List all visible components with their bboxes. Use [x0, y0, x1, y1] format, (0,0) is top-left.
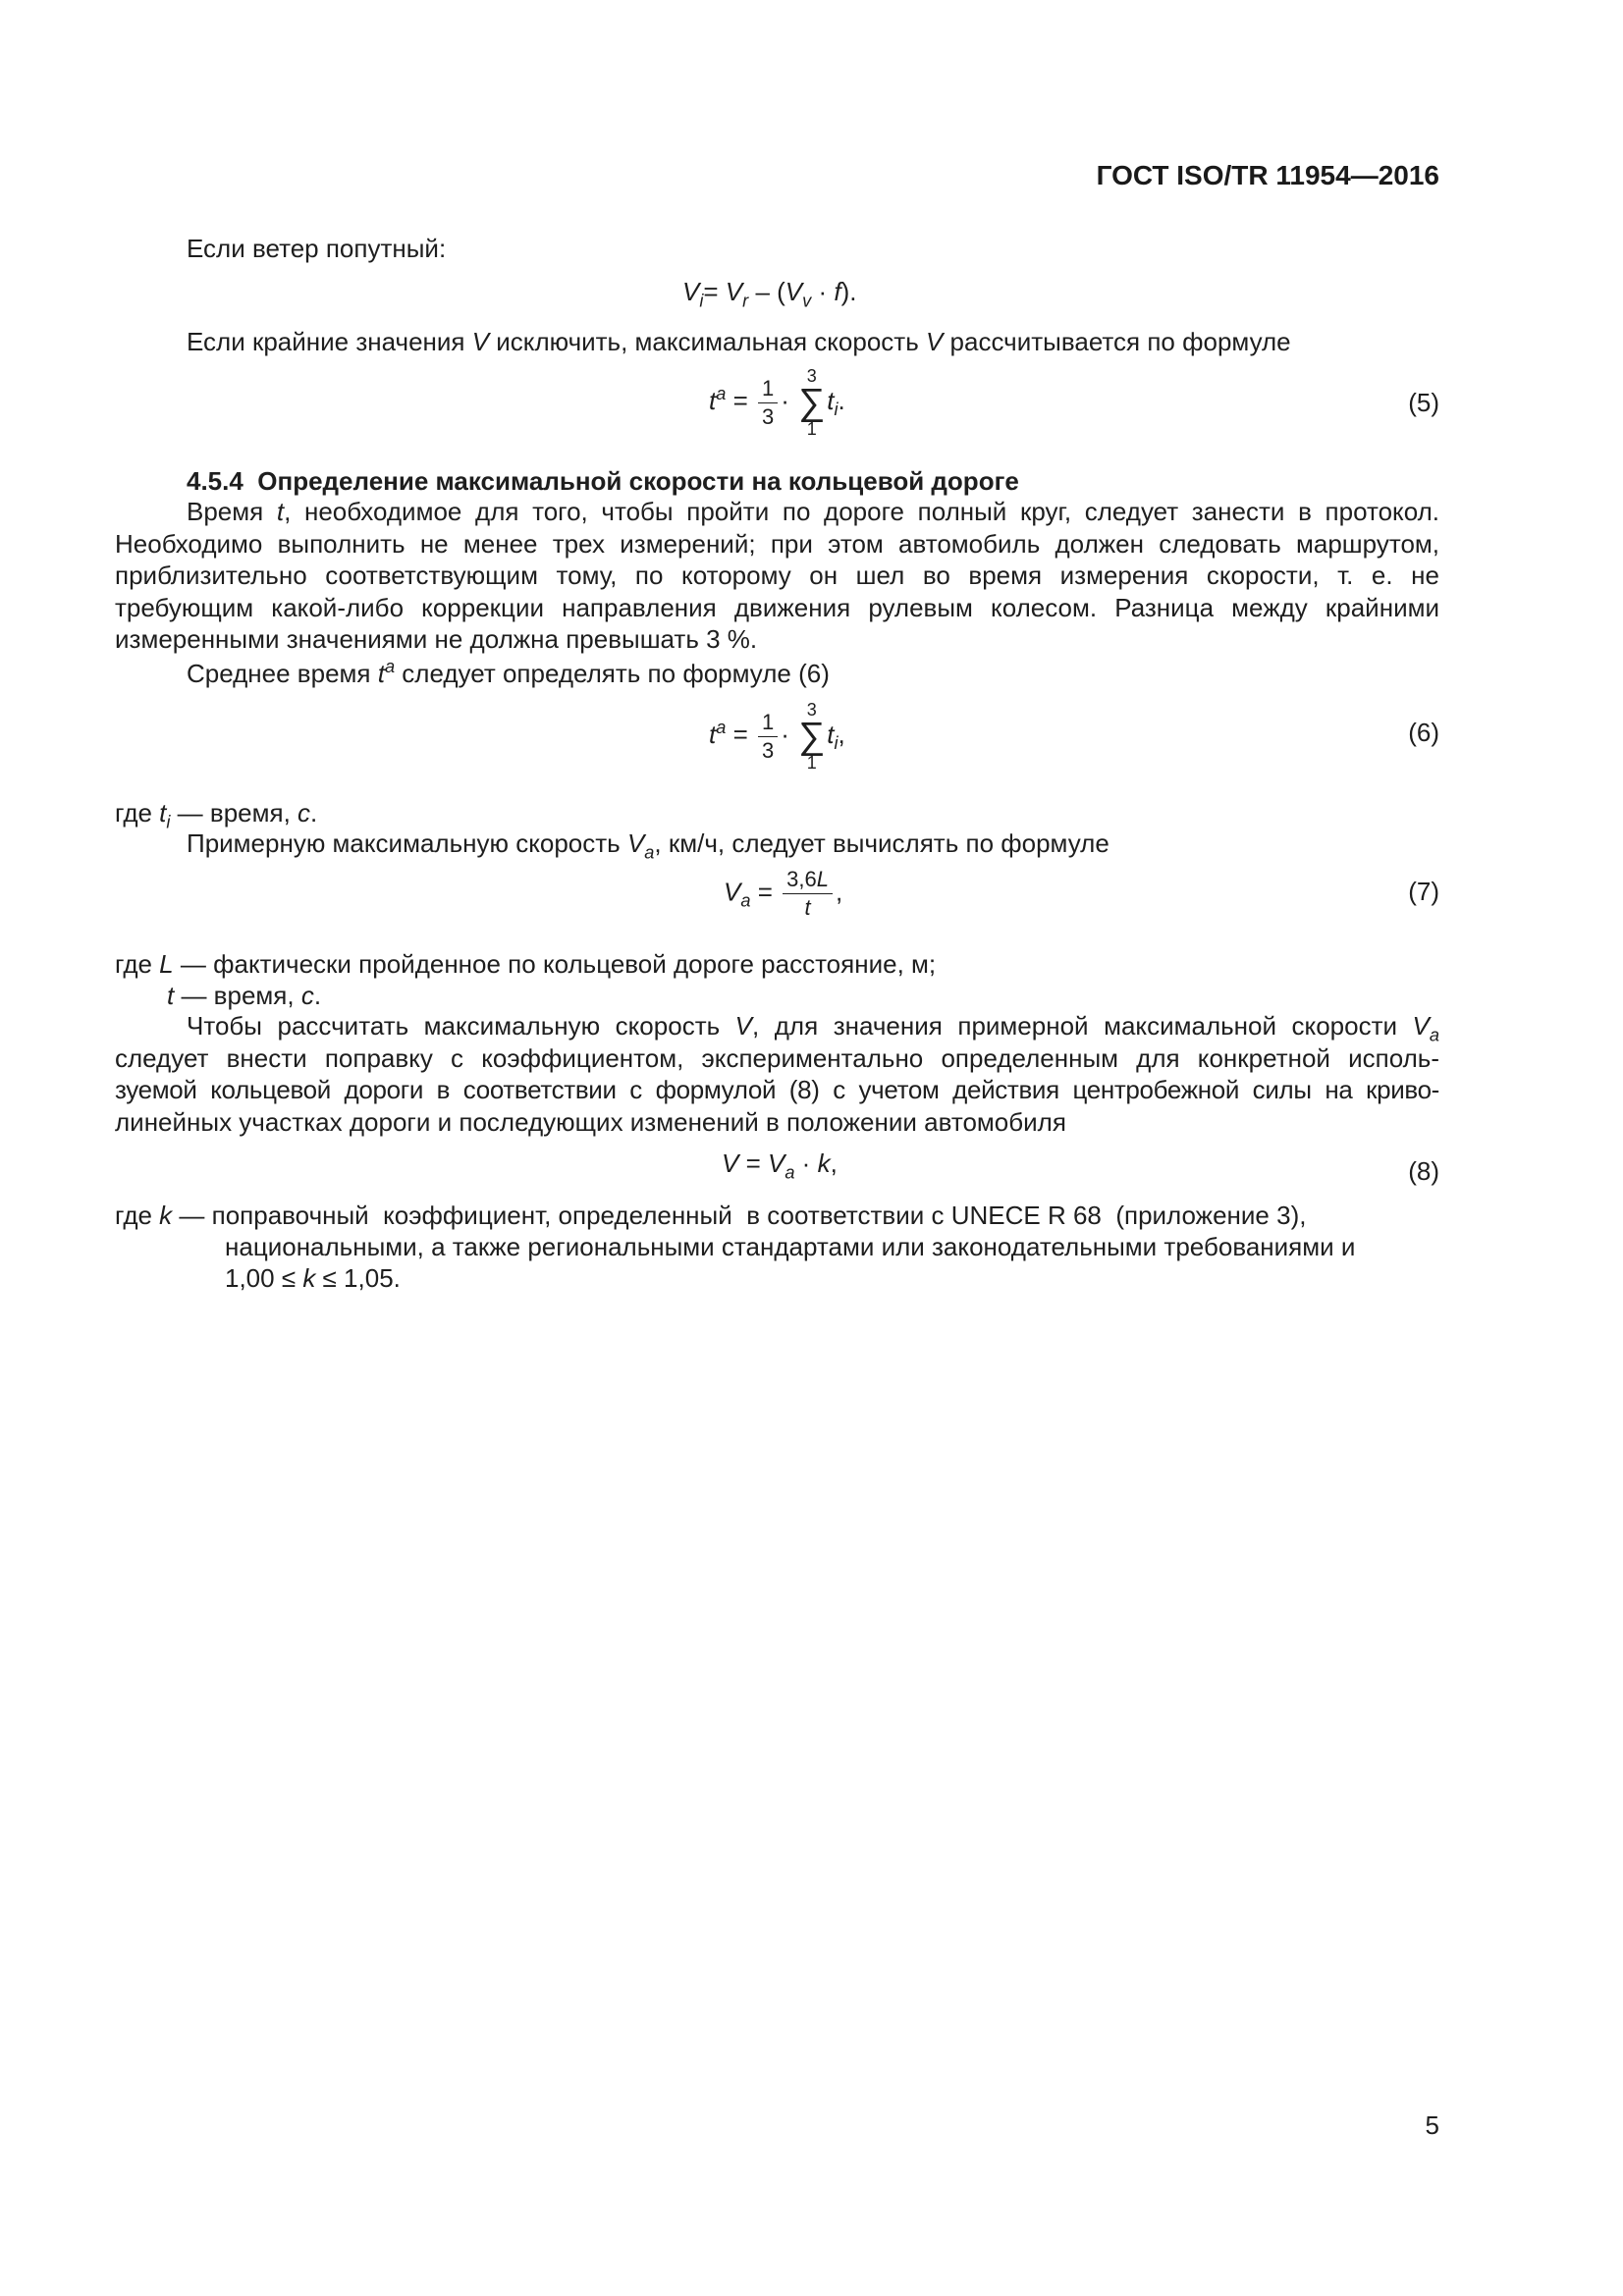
- formula-6: $t^a$ = $\frac{1}{3}$ · 3 ∑ 1 $t_i$,: [709, 700, 845, 773]
- section-heading: 4.5.4 Определение максимальной скорости на кольцевой дороге: [187, 466, 1019, 496]
- formula-7: $V_a$ = $\frac{3,6L}{t}$ ,: [724, 867, 843, 920]
- paragraph-extreme-values: Если крайние значения V исключить, максимальная скорость V рассчитывается по формуле: [187, 327, 1291, 356]
- equation-number-5: (5): [1408, 388, 1439, 417]
- paragraph-tailwind: Если ветер попутный:: [187, 234, 447, 263]
- where-ti: где $t_i$ — время, с.: [115, 798, 318, 832]
- paragraph-lap-time: Время t, необходимое для того, чтобы пройти по дороге полный круг, следует занести в протокол. Необходимо выполнить не менее трех измерений; при этом автомобиль должен следовать маршрутом, приблизительно соответствующим тому, по которому он шел во время измерения скорости, т. е. не требующим какой-либо коррекции направления движения рулевым колесом. Разница между крайними измеренными значениями не должна превышать 3 %.: [115, 497, 1439, 654]
- where-t: t — время, с.: [167, 981, 322, 1010]
- where-k-line3: 1,00 ≤ k ≤ 1,05.: [225, 1263, 401, 1293]
- equation-number-6: (6): [1408, 718, 1439, 747]
- where-k-line2: национальными, а также региональными стандартами или законодательными требованиями и: [225, 1232, 1356, 1261]
- where-k: где k — поправочный коэффициент, определенный в соответствии с UNECE R 68 (приложение 3),: [115, 1201, 1307, 1230]
- paragraph-approx-speed: Примерную максимальную скорость $V_a$, км/ч, следует вычислять по формуле: [187, 828, 1109, 863]
- where-L: где L — фактически пройденное по кольцевой дороге расстояние, м;: [115, 949, 937, 979]
- formula-5: $t^a$ = $\frac{1}{3}$ · 3 ∑ 1 $t_i$.: [709, 366, 845, 439]
- equation-number-7: (7): [1408, 877, 1439, 906]
- paragraph-correction: Чтобы рассчитать максимальную скорость V, для значения примерной максимальной скорости $V_a$ следует внести поправку с коэффициентом, экспериментально определенным для конкретной исполь- зуемой кольцевой дороги в соответствии с формулой (8) с учетом действия центробежной силы на криво- линейных участках дороги и последующих изменений в положении автомобиля: [115, 1011, 1439, 1137]
- page-number: 5: [1425, 2110, 1439, 2140]
- formula-vi: $V_i= V_r - (V_v \cdot f)$.: [682, 277, 857, 311]
- document-id: ГОСТ ISO/TR 11954—2016: [1096, 160, 1439, 190]
- paragraph-mean-time: Среднее время $t^a$ следует определять по формуле (6): [187, 657, 830, 688]
- equation-number-8: (8): [1408, 1156, 1439, 1186]
- formula-8: $V = V_a \cdot k$,: [722, 1148, 838, 1183]
